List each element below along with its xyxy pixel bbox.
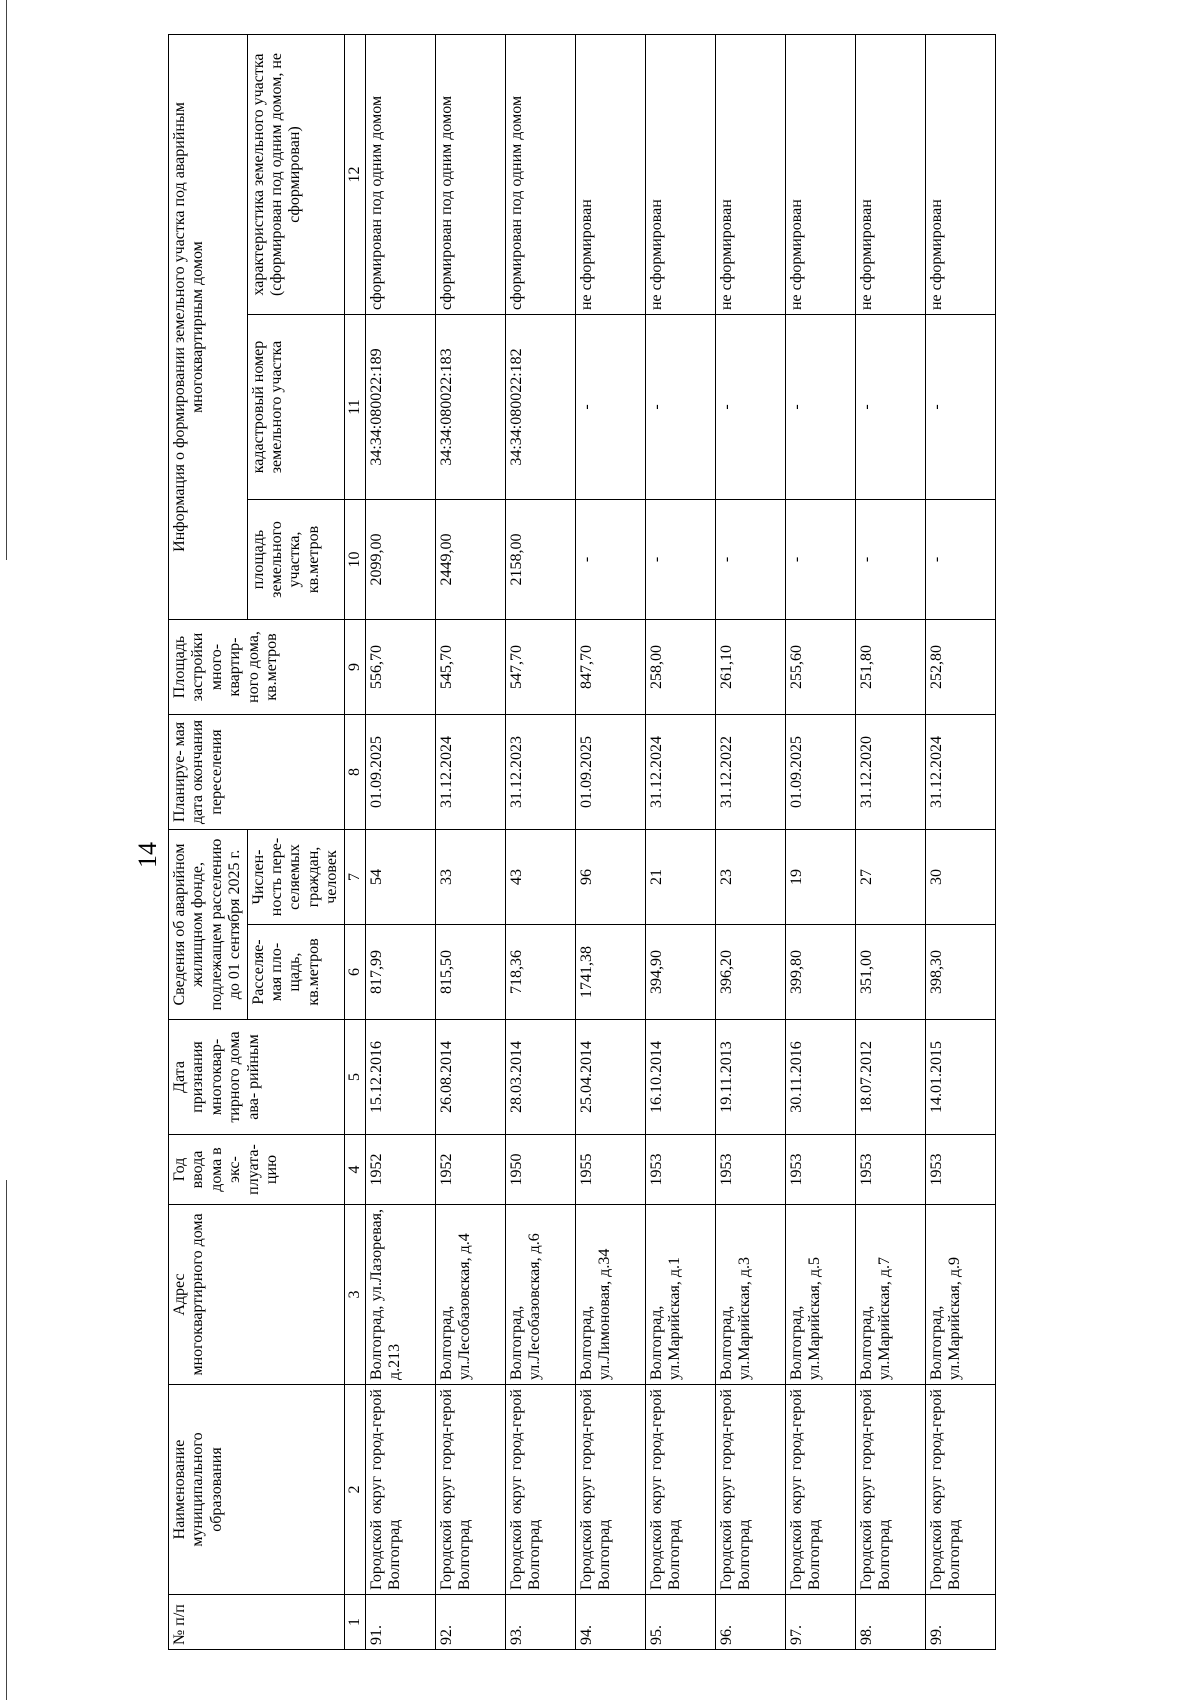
- municipality-cell: Городской округ город-герой Волгоград: [645, 1385, 715, 1595]
- resettled-area-cell: 815,50: [435, 925, 505, 1020]
- land-characteristic-cell: не сформирован: [785, 35, 855, 315]
- recognition-date-cell: 14.01.2015: [925, 1020, 995, 1135]
- recognition-date-cell: 19.11.2013: [715, 1020, 785, 1135]
- building-area-cell: 547,70: [505, 620, 575, 715]
- recognition-date-cell: 18.07.2012: [855, 1020, 925, 1135]
- header-cell-land-area: площадь земельного участка, кв.метров: [247, 500, 344, 620]
- row-number-cell: 95.: [645, 1595, 715, 1650]
- municipality-cell: Городской округ город-герой Волгоград: [365, 1385, 435, 1595]
- column-number: 3: [344, 1205, 365, 1385]
- header-cell-building-area: Площадь застройки много- квартир- ного дома, кв.метров: [169, 620, 345, 715]
- land-area-cell: -: [715, 500, 785, 620]
- table-body: [365, 35, 995, 1650]
- resettled-area-cell: 817,99: [365, 925, 435, 1020]
- resettled-people-cell: 30: [925, 830, 995, 925]
- land-area-cell: 2449,00: [435, 500, 505, 620]
- recognition-date-cell: 30.11.2016: [785, 1020, 855, 1135]
- recognition-date-cell: 15.12.2016: [365, 1020, 435, 1135]
- planned-date-cell: 01.09.2025: [365, 715, 435, 830]
- row-number-cell: 94.: [575, 1595, 645, 1650]
- land-characteristic-cell: сформирован под одним домом: [365, 35, 435, 315]
- column-number: 2: [344, 1385, 365, 1595]
- resettled-people-cell: 43: [505, 830, 575, 925]
- municipality-cell: Городской округ город-герой Волгоград: [855, 1385, 925, 1595]
- year-cell: 1953: [855, 1135, 925, 1205]
- table-row: [435, 35, 505, 1650]
- planned-date-cell: 31.12.2023: [505, 715, 575, 830]
- land-characteristic-cell: не сформирован: [715, 35, 785, 315]
- year-cell: 1950: [505, 1135, 575, 1205]
- building-area-cell: 252,80: [925, 620, 995, 715]
- resettled-people-cell: 19: [785, 830, 855, 925]
- land-characteristic-cell: сформирован под одним домом: [435, 35, 505, 315]
- resettled-people-cell: 54: [365, 830, 435, 925]
- land-area-cell: -: [785, 500, 855, 620]
- column-number: 1: [344, 1595, 365, 1650]
- header-cell-land-characteristic: характеристика земельного участка (сформирован под одним домом, не сформирован): [247, 35, 344, 315]
- cadastral-number-cell: -: [785, 315, 855, 500]
- header-cell-cadastral-number: кадастровый номер земельного участка: [247, 315, 344, 500]
- land-characteristic-cell: не сформирован: [645, 35, 715, 315]
- header-cell-resettled-people: Числен- ность пере- селяемых граждан, человек: [247, 830, 344, 925]
- row-number-cell: 98.: [855, 1595, 925, 1650]
- land-characteristic-cell: не сформирован: [575, 35, 645, 315]
- land-area-cell: -: [645, 500, 715, 620]
- resettlement-table: [168, 34, 996, 1650]
- land-area-cell: -: [575, 500, 645, 620]
- resettled-area-cell: 351,00: [855, 925, 925, 1020]
- resettled-people-cell: 96: [575, 830, 645, 925]
- page-number: 14: [133, 842, 162, 868]
- year-cell: 1953: [645, 1135, 715, 1205]
- row-number-cell: 91.: [365, 1595, 435, 1650]
- cadastral-number-cell: -: [855, 315, 925, 500]
- planned-date-cell: 01.09.2025: [575, 715, 645, 830]
- table-row: [365, 35, 435, 1650]
- municipality-cell: Городской округ город-герой Волгоград: [575, 1385, 645, 1595]
- recognition-date-cell: 28.03.2014: [505, 1020, 575, 1135]
- cadastral-number-cell: -: [925, 315, 995, 500]
- resettled-area-cell: 718,36: [505, 925, 575, 1020]
- table-row: [575, 35, 645, 1650]
- planned-date-cell: 31.12.2024: [435, 715, 505, 830]
- year-cell: 1952: [365, 1135, 435, 1205]
- table-row: [715, 35, 785, 1650]
- cadastral-number-cell: -: [575, 315, 645, 500]
- resettled-people-cell: 27: [855, 830, 925, 925]
- address-cell: Волгоград, ул.Марийская, д.7: [855, 1205, 925, 1385]
- cadastral-number-cell: 34:34:080022:182: [505, 315, 575, 500]
- column-number: 10: [344, 500, 365, 620]
- column-number-row: [344, 35, 365, 1650]
- building-area-cell: 847,70: [575, 620, 645, 715]
- year-cell: 1953: [715, 1135, 785, 1205]
- municipality-cell: Городской округ город-герой Волгоград: [715, 1385, 785, 1595]
- resettled-area-cell: 399,80: [785, 925, 855, 1020]
- municipality-cell: Городской округ город-герой Волгоград: [435, 1385, 505, 1595]
- table-row: [645, 35, 715, 1650]
- resettled-area-cell: 1741,38: [575, 925, 645, 1020]
- year-cell: 1955: [575, 1135, 645, 1205]
- address-cell: Волгоград, ул.Лазоревая, д.213: [365, 1205, 435, 1385]
- resettled-people-cell: 33: [435, 830, 505, 925]
- land-characteristic-cell: не сформирован: [855, 35, 925, 315]
- address-cell: Волгоград, ул.Лимоновая, д.34: [575, 1205, 645, 1385]
- table-header: [169, 35, 366, 1650]
- header-cell-number: № п/п: [169, 1595, 345, 1650]
- land-characteristic-cell: сформирован под одним домом: [505, 35, 575, 315]
- resettled-area-cell: 394,90: [645, 925, 715, 1020]
- address-cell: Волгоград, ул.Марийская, д.5: [785, 1205, 855, 1385]
- scan-edge: [0, 0, 7, 560]
- recognition-date-cell: 16.10.2014: [645, 1020, 715, 1135]
- header-cell-year: Год ввода дома в экс- плуата- цию: [169, 1135, 345, 1205]
- row-number-cell: 96.: [715, 1595, 785, 1650]
- row-number-cell: 92.: [435, 1595, 505, 1650]
- header-cell-planned-date: Планируе- мая дата окончания переселения: [169, 715, 345, 830]
- header-cell-resettled-area: Расселяе- мая пло- щадь, кв.метров: [247, 925, 344, 1020]
- land-area-cell: 2158,00: [505, 500, 575, 620]
- building-area-cell: 261,10: [715, 620, 785, 715]
- header-group-land-plot: Информация о формировании земельного участка под аварийным многоквартирным домом: [169, 35, 248, 620]
- rotated-page: [168, 35, 1048, 1650]
- column-number: 8: [344, 715, 365, 830]
- planned-date-cell: 31.12.2020: [855, 715, 925, 830]
- planned-date-cell: 31.12.2024: [925, 715, 995, 830]
- building-area-cell: 258,00: [645, 620, 715, 715]
- cadastral-number-cell: -: [645, 315, 715, 500]
- column-number: 6: [344, 925, 365, 1020]
- municipality-cell: Городской округ город-герой Волгоград: [785, 1385, 855, 1595]
- column-number: 11: [344, 315, 365, 500]
- building-area-cell: 255,60: [785, 620, 855, 715]
- table-row: [505, 35, 575, 1650]
- header-cell-municipality: Наименование муниципального образования: [169, 1385, 345, 1595]
- column-number: 5: [344, 1020, 365, 1135]
- year-cell: 1953: [925, 1135, 995, 1205]
- column-number: 9: [344, 620, 365, 715]
- header-cell-recognition-date: Дата признания многоквар- тирного дома ава- рийным: [169, 1020, 345, 1135]
- recognition-date-cell: 26.08.2014: [435, 1020, 505, 1135]
- address-cell: Волгоград, ул.Лесобазовская, д.4: [435, 1205, 505, 1385]
- header-group-housing-fund: Сведения об аварийном жилищном фонде, подлежащем расселению до 01 сентября 2025 г.: [169, 830, 248, 1020]
- municipality-cell: Городской округ город-герой Волгоград: [505, 1385, 575, 1595]
- row-number-cell: 99.: [925, 1595, 995, 1650]
- planned-date-cell: 31.12.2024: [645, 715, 715, 830]
- address-cell: Волгоград, ул.Марийская, д.1: [645, 1205, 715, 1385]
- row-number-cell: 97.: [785, 1595, 855, 1650]
- cadastral-number-cell: 34:34:080022:183: [435, 315, 505, 500]
- address-cell: Волгоград, ул.Марийская, д.9: [925, 1205, 995, 1385]
- resettled-area-cell: 398,30: [925, 925, 995, 1020]
- planned-date-cell: 01.09.2025: [785, 715, 855, 830]
- recognition-date-cell: 25.04.2014: [575, 1020, 645, 1135]
- planned-date-cell: 31.12.2022: [715, 715, 785, 830]
- table-row: [925, 35, 995, 1650]
- address-cell: Волгоград, ул.Лесобазовская, д.6: [505, 1205, 575, 1385]
- cadastral-number-cell: 34:34:080022:189: [365, 315, 435, 500]
- building-area-cell: 545,70: [435, 620, 505, 715]
- building-area-cell: 251,80: [855, 620, 925, 715]
- building-area-cell: 556,70: [365, 620, 435, 715]
- table-row: [855, 35, 925, 1650]
- land-characteristic-cell: не сформирован: [925, 35, 995, 315]
- year-cell: 1952: [435, 1135, 505, 1205]
- resettled-area-cell: 396,20: [715, 925, 785, 1020]
- column-number: 12: [344, 35, 365, 315]
- year-cell: 1953: [785, 1135, 855, 1205]
- land-area-cell: -: [855, 500, 925, 620]
- column-number: 7: [344, 830, 365, 925]
- land-area-cell: 2099,00: [365, 500, 435, 620]
- row-number-cell: 93.: [505, 1595, 575, 1650]
- scan-edge: [0, 1180, 7, 1700]
- cadastral-number-cell: -: [715, 315, 785, 500]
- resettled-people-cell: 21: [645, 830, 715, 925]
- table-row: [785, 35, 855, 1650]
- address-cell: Волгоград, ул.Марийская, д.3: [715, 1205, 785, 1385]
- land-area-cell: -: [925, 500, 995, 620]
- header-cell-address: Адрес многоквартирного дома: [169, 1205, 345, 1385]
- municipality-cell: Городской округ город-герой Волгоград: [925, 1385, 995, 1595]
- resettled-people-cell: 23: [715, 830, 785, 925]
- column-number: 4: [344, 1135, 365, 1205]
